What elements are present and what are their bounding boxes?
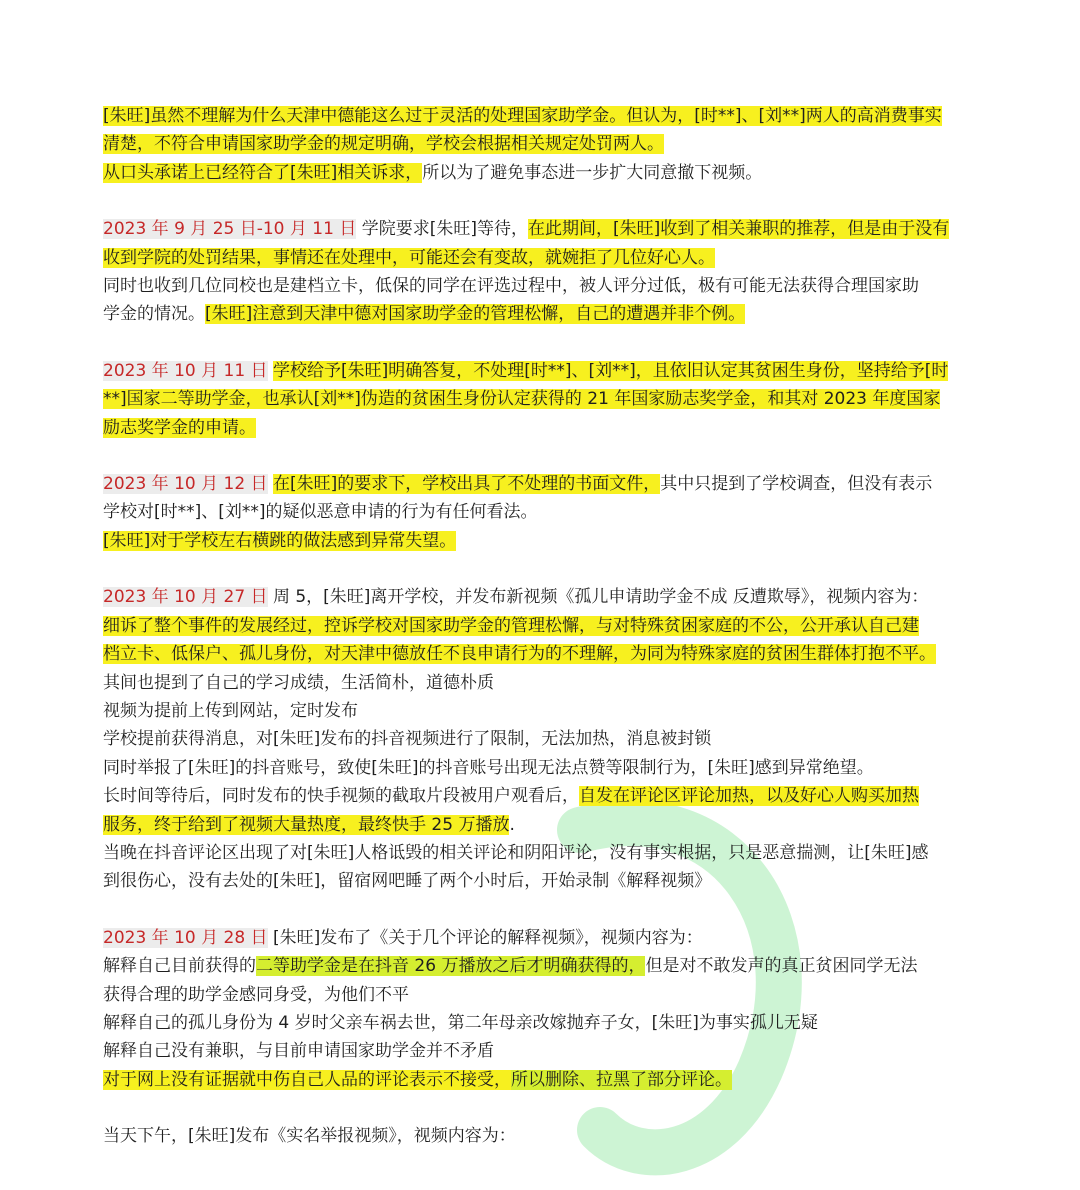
- p1-line-2-text: 清楚，不符合申请国家助学金的规定明确，学校会根据相关规定处罚两人。: [103, 134, 664, 155]
- p6-line-1: [103, 924, 1018, 952]
- p5-line-8: [103, 782, 1018, 810]
- p5-date: 2023 年 10 月 27 日: [103, 587, 268, 608]
- p6-line-3-text: 获得合理的助学金感同身受，为他们不平: [103, 984, 409, 1005]
- paragraph-gap: [103, 896, 1018, 924]
- p5-line-4: [103, 669, 1018, 697]
- p5-line-9: [103, 811, 1018, 839]
- p5-line-6-text: 学校提前获得消息，对[朱旺]发布的抖音视频进行了限制，无法加热，消息被封锁: [103, 729, 712, 750]
- p2-line-4: [103, 300, 1018, 328]
- p3-line-1-highlight: 学校给予[朱旺]明确答复，不处理[时**]、[刘**]，且依旧认定其贫困生身份，坚持给予[时: [272, 360, 949, 381]
- p6-line-5-text: 解释自己没有兼职，与目前申请国家助学金并不矛盾: [103, 1041, 494, 1062]
- p5-line-5: [103, 697, 1018, 725]
- p2-date: 2023 年 9 月 25 日-10 月 11 日: [103, 219, 357, 240]
- p6-line-3: [103, 981, 1018, 1009]
- document-body: [103, 102, 1018, 1151]
- p6-line-2-plain: 解释自己目前获得的: [103, 956, 256, 977]
- p5-line-8-plain: 长时间等待后，同时发布的快手视频的截取片段被用户观看后，: [103, 786, 579, 807]
- p3-date: 2023 年 10 月 11 日: [103, 360, 268, 381]
- p2-line-1-highlight: 在此期间，[朱旺]收到了相关兼职的推荐，但是由于没有: [528, 219, 950, 240]
- paragraph-gap: [103, 329, 1018, 357]
- p6-line-6: [103, 1066, 1018, 1094]
- p2-line-4-plain: 学金的情况。: [103, 304, 205, 325]
- p4-date: 2023 年 10 月 12 日: [103, 474, 268, 495]
- p5-line-1: [103, 583, 1018, 611]
- p4-line-3-text: [朱旺]对于学校左右横跳的做法感到异常失望。: [103, 530, 457, 551]
- p2-line-1: [103, 215, 1018, 243]
- p1-line-1: [103, 102, 1018, 130]
- p5-line-1-rest: 周 5，[朱旺]离开学校，并发布新视频《孤儿申请助学金不成 反遭欺辱》，视频内容为：: [267, 587, 929, 608]
- p5-line-3-text: 档立卡、低保户、孤儿身份，对天津中德放任不良申请行为的不理解，为同为特殊家庭的贫困生群体打抱不平。: [103, 644, 936, 665]
- paragraph-gap: [103, 555, 1018, 583]
- p5-line-9-period: .: [509, 814, 515, 835]
- p4-line-1-highlight: 在[朱旺]的要求下，学校出具了不处理的书面文件，: [272, 474, 661, 495]
- p4-line-1-rest: 其中只提到了学校调查，但没有表示: [660, 474, 933, 495]
- p6-line-4-text: 解释自己的孤儿身份为 4 岁时父亲车祸去世，第二年母亲改嫁抛弃子女，[朱旺]为事实孤儿无疑: [103, 1012, 818, 1033]
- paragraph-gap: [103, 442, 1018, 470]
- p5-line-2-text: 细诉了整个事件的发展经过，控诉学校对国家助学金的管理松懈，与对特殊贫困家庭的不公，公开承认自己建: [103, 615, 919, 636]
- p6-line-6-highlight-1: 对于网上没有证据就中伤自己人品的评论表示不接受，: [103, 1069, 511, 1090]
- p6-line-6-highlight-2: 所以删除、拉黑了部分评论。: [511, 1069, 732, 1090]
- p1-line-2: [103, 130, 1018, 158]
- p5-line-11: [103, 867, 1018, 895]
- p2-line-1-plain: 学院要求[朱旺]等待，: [356, 219, 529, 240]
- p1-line-1-text: [朱旺]虽然不理解为什么天津中德能这么过于灵活的处理国家助学金。但认为，[时**]、[刘**]两人的高消费事实: [103, 106, 942, 126]
- p5-line-2: [103, 612, 1018, 640]
- p6-line-4: [103, 1009, 1018, 1037]
- p5-line-4-text: 其间也提到了自己的学习成绩，生活简朴，道德朴质: [103, 672, 494, 693]
- p5-line-10: [103, 839, 1018, 867]
- p2-line-3: [103, 272, 1018, 300]
- p1-line-3-highlight: 从口头承诺上已经符合了[朱旺]相关诉求，: [103, 162, 423, 183]
- p6-line-1-rest: [朱旺]发布了《关于几个评论的解释视频》，视频内容为：: [267, 927, 703, 948]
- p5-line-3: [103, 640, 1018, 668]
- paragraph-gap: [103, 1094, 1018, 1122]
- p7-line-1: [103, 1122, 1018, 1150]
- p5-line-8-highlight: 自发在评论区评论加热，以及好心人购买加热: [579, 786, 919, 807]
- p3-line-3: [103, 414, 1018, 442]
- p5-line-5-text: 视频为提前上传到网站，定时发布: [103, 700, 358, 721]
- p2-line-2: [103, 244, 1018, 272]
- p1-line-3-rest: 所以为了避免事态进一步扩大同意撤下视频。: [422, 162, 763, 183]
- p6-date: 2023 年 10 月 28 日: [103, 927, 268, 948]
- p4-line-3: [103, 527, 1018, 555]
- p5-line-7-text: 同时举报了[朱旺]的抖音账号，致使[朱旺]的抖音账号出现无法点赞等限制行为，[朱旺]感到异常绝望。: [103, 757, 874, 778]
- p6-line-5: [103, 1037, 1018, 1065]
- p3-line-2: [103, 385, 1018, 413]
- p4-line-2: [103, 498, 1018, 526]
- p5-line-7: [103, 754, 1018, 782]
- p5-line-11-text: 到很伤心，没有去处的[朱旺]，留宿网吧睡了两个小时后，开始录制《解释视频》: [103, 871, 712, 892]
- p2-line-3-text: 同时也收到几位同校也是建档立卡，低保的同学在评选过程中，被人评分过低，极有可能无法获得合理国家助: [103, 276, 919, 297]
- p3-line-1: [103, 357, 1018, 385]
- p2-line-2-text: 收到学院的处罚结果，事情还在处理中，可能还会有变故，就婉拒了几位好心人。: [103, 247, 715, 268]
- p5-line-9-highlight: 服务，终于给到了视频大量热度，最终快手 25 万播放: [103, 814, 510, 835]
- p6-line-2-rest: 但是对不敢发声的真正贫困同学无法: [645, 956, 918, 977]
- p5-line-10-text: 当晚在抖音评论区出现了对[朱旺]人格诋毁的相关评论和阴阳评论，没有事实根据，只是恶意揣测，让[朱旺]感: [103, 842, 929, 863]
- p3-line-2-text: **]国家二等助学金，也承认[刘**]伪造的贫困生身份认定获得的 21 年国家励志奖学金，和其对 2023 年度国家: [103, 389, 941, 410]
- p2-line-4-highlight: [朱旺]注意到天津中德对国家助学金的管理松懈，自己的遭遇并非个例。: [205, 304, 746, 325]
- p5-line-6: [103, 725, 1018, 753]
- p6-line-2: [103, 952, 1018, 980]
- p4-line-1: [103, 470, 1018, 498]
- p4-line-2-text: 学校对[时**]、[刘**]的疑似恶意申请的行为有任何看法。: [103, 502, 538, 523]
- p3-line-3-text: 励志奖学金的申请。: [103, 417, 256, 438]
- p7-line-1-text: 当天下午，[朱旺]发布《实名举报视频》，视频内容为：: [103, 1126, 516, 1147]
- paragraph-gap: [103, 187, 1018, 215]
- p6-line-2-highlight: 二等助学金是在抖音 26 万播放之后才明确获得的，: [256, 956, 646, 977]
- p1-line-3: [103, 159, 1018, 187]
